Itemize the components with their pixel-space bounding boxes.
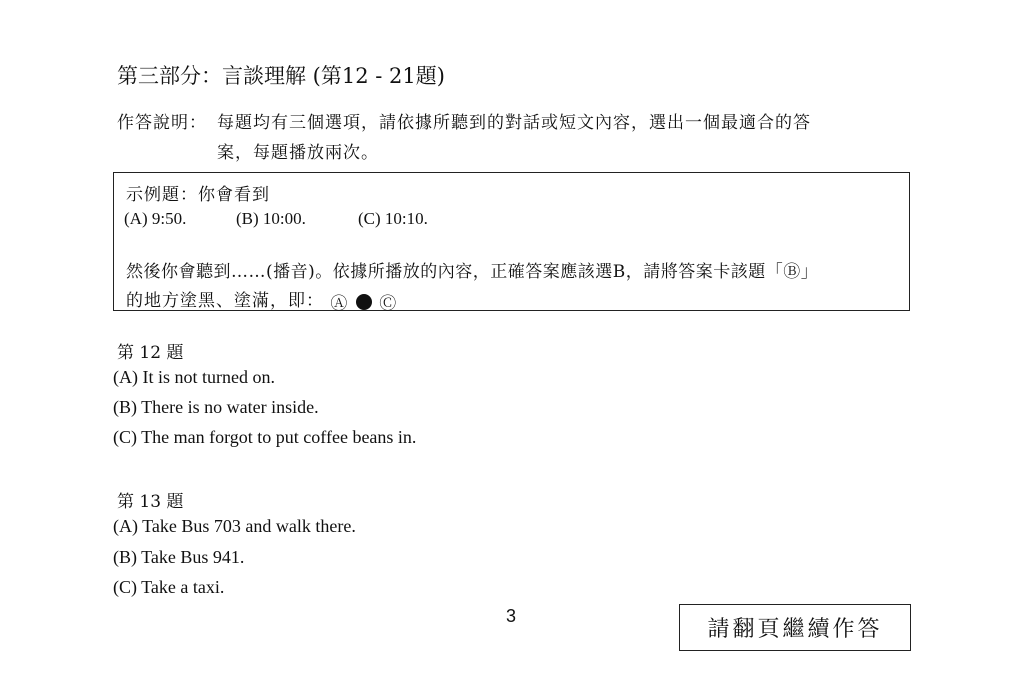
example-explanation-text: 的地方塗黑、塗滿，即： <box>126 291 324 311</box>
question-12-option-b: (B) There is no water inside. <box>113 397 319 417</box>
bubble-a-icon: Ⓐ <box>330 294 349 314</box>
question-13-label: 第 13 題 <box>117 492 184 512</box>
turn-page-box <box>679 604 911 651</box>
example-option-b: (B) 10:00. <box>236 209 306 228</box>
bubble-c-icon: Ⓒ <box>379 294 398 314</box>
example-option-a: (A) 9:50. <box>124 209 187 228</box>
question-13-option-c: (C) Take a taxi. <box>113 577 225 597</box>
turn-page-text: 請翻頁繼續作答 <box>707 617 883 642</box>
page-number: 3 <box>506 606 517 626</box>
question-13-option-a: (A) Take Bus 703 and walk there. <box>113 516 356 536</box>
example-explanation-line-2 <box>126 286 397 314</box>
section-title: 第三部分：言談理解 (第12 - 21題) <box>117 64 445 88</box>
question-12-label: 第 12 題 <box>117 343 184 363</box>
instructions-label: 作答說明： <box>117 113 207 133</box>
question-13-option-b: (B) Take Bus 941. <box>113 547 245 567</box>
instructions-line-2: 案，每題播放兩次。 <box>217 143 379 163</box>
example-title: 示例題：你會看到 <box>126 185 270 205</box>
filled-bubble-icon <box>355 293 373 311</box>
question-12-option-a: (A) It is not turned on. <box>113 367 275 387</box>
question-12-option-c: (C) The man forgot to put coffee beans in. <box>113 427 417 447</box>
example-option-c: (C) 10:10. <box>358 209 428 228</box>
example-explanation-line-1: 然後你會聽到……(播音)。依據所播放的內容，正確答案應該選B，請將答案卡該題「Ⓑ」 <box>126 262 819 282</box>
instructions-line-1: 每題均有三個選項，請依據所聽到的對話或短文內容，選出一個最適合的答 <box>217 113 811 133</box>
example-options <box>124 209 428 229</box>
